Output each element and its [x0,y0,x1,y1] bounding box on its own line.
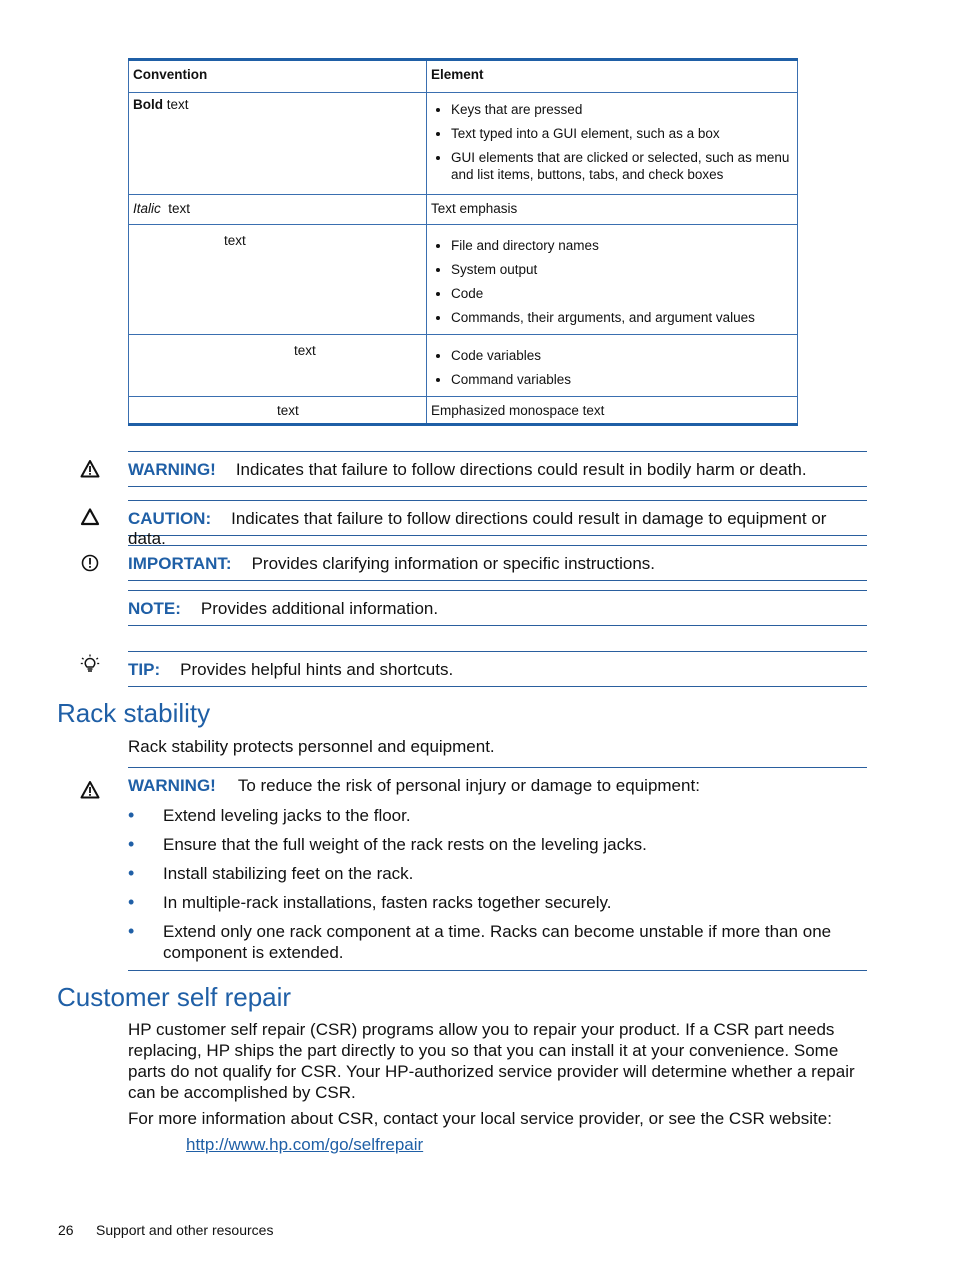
list-item: • GUI elements that are clicked or selected, such as menu and list items, buttons, tabs, and check boxes [451,149,793,183]
note-text: Provides additional information. [200,599,439,618]
column-header-convention: Convention [129,60,427,93]
element-list [431,237,793,326]
warning-triangle-icon [80,459,100,479]
table-header-row [129,60,798,93]
table-row [129,397,798,425]
column-header-element: Element [427,60,798,93]
tip-admonition [128,651,867,687]
page-number: 26 [58,1222,74,1238]
convention-cell [129,335,427,397]
convention-cell [129,225,427,335]
element-cell [427,93,798,195]
warning-text: Indicates that failure to follow directions could result in bodily harm or death. [235,460,807,479]
lightbulb-icon [80,654,100,674]
footer-section-title: Support and other resources [96,1222,274,1238]
caution-text: Indicates that failure to follow directions could result in damage to equipment or data. [128,509,827,548]
element-list [431,101,793,183]
list-item: • Keys that are pressed [451,101,793,118]
element-cell [427,335,798,397]
table-row [129,225,798,335]
conventions-table [128,58,798,426]
csr-paragraph-2: For more information about CSR, contact your local service provider, or see the CSR website: [128,1109,832,1128]
rack-intro: Rack stability protects personnel and equipment. [128,737,495,756]
convention-text: text [168,201,191,216]
list-item: • Ensure that the full weight of the rack rests on the leveling jacks. [128,834,867,855]
rack-stability-heading: Rack stability [57,698,211,728]
list-item: • Code variables [451,347,793,364]
element-cell: Text emphasis [427,195,798,225]
caution-label: CAUTION: [128,509,212,528]
warning-admonition [128,451,867,487]
convention-text: text [294,343,316,358]
convention-cell [129,93,427,195]
caution-triangle-icon [80,507,100,527]
list-item: • System output [451,261,793,278]
element-cell: Emphasized monospace text [427,397,798,425]
csr-website-link[interactable]: http://www.hp.com/go/selfrepair [186,1135,424,1154]
list-item: • Text typed into a GUI element, such as a box [451,125,793,142]
table-row [129,93,798,195]
important-text: Provides clarifying information or specific instructions. [251,554,655,573]
element-list [431,347,793,388]
list-item: • Commands, their arguments, and argument values [451,309,793,326]
rack-warning-list [128,805,867,971]
bold-sample: Bold [133,97,163,112]
list-item: • Extend leveling jacks to the floor. [128,805,867,826]
list-item: • File and directory names [451,237,793,254]
important-label: IMPORTANT: [128,554,232,573]
rack-warning-text: To reduce the risk of personal injury or damage to equipment: [237,776,700,795]
convention-text: text [224,233,246,248]
convention-text: text [166,97,189,112]
convention-text: text [277,403,299,418]
csr-paragraph-1: HP customer self repair (CSR) programs allow you to repair your product. If a CSR part needs replacing, HP ships the part directly to you so that you can install it at your convenience. Some parts do not qualify for CSR. Your HP-authorized service provider will determine whether a repair can be accomplished by CSR. [128,1020,855,1102]
convention-cell [129,397,427,425]
warning-triangle-icon [80,780,100,800]
rack-warning-line [128,775,700,796]
list-item: • Extend only one rack component at a time. Racks can become unstable if more than one component is extended. [128,921,867,963]
table-row [129,335,798,397]
tip-label: TIP: [128,660,161,679]
warning-label: WARNING! [128,460,216,479]
element-cell [427,225,798,335]
list-item: • Command variables [451,371,793,388]
csr-heading: Customer self repair [57,982,292,1012]
tip-text: Provides helpful hints and shortcuts. [180,660,454,679]
rack-warning-label: WARNING! [128,776,216,795]
note-label: NOTE: [128,599,181,618]
important-circle-icon [80,553,100,573]
list-item: • Code [451,285,793,302]
convention-cell [129,195,427,225]
list-item: • Install stabilizing feet on the rack. [128,863,867,884]
italic-sample: Italic [133,201,161,216]
note-admonition [128,590,867,626]
caution-admonition [128,500,867,548]
list-item: • In multiple-rack installations, fasten racks together securely. [128,892,867,913]
table-row [129,195,798,225]
important-admonition [128,545,867,581]
